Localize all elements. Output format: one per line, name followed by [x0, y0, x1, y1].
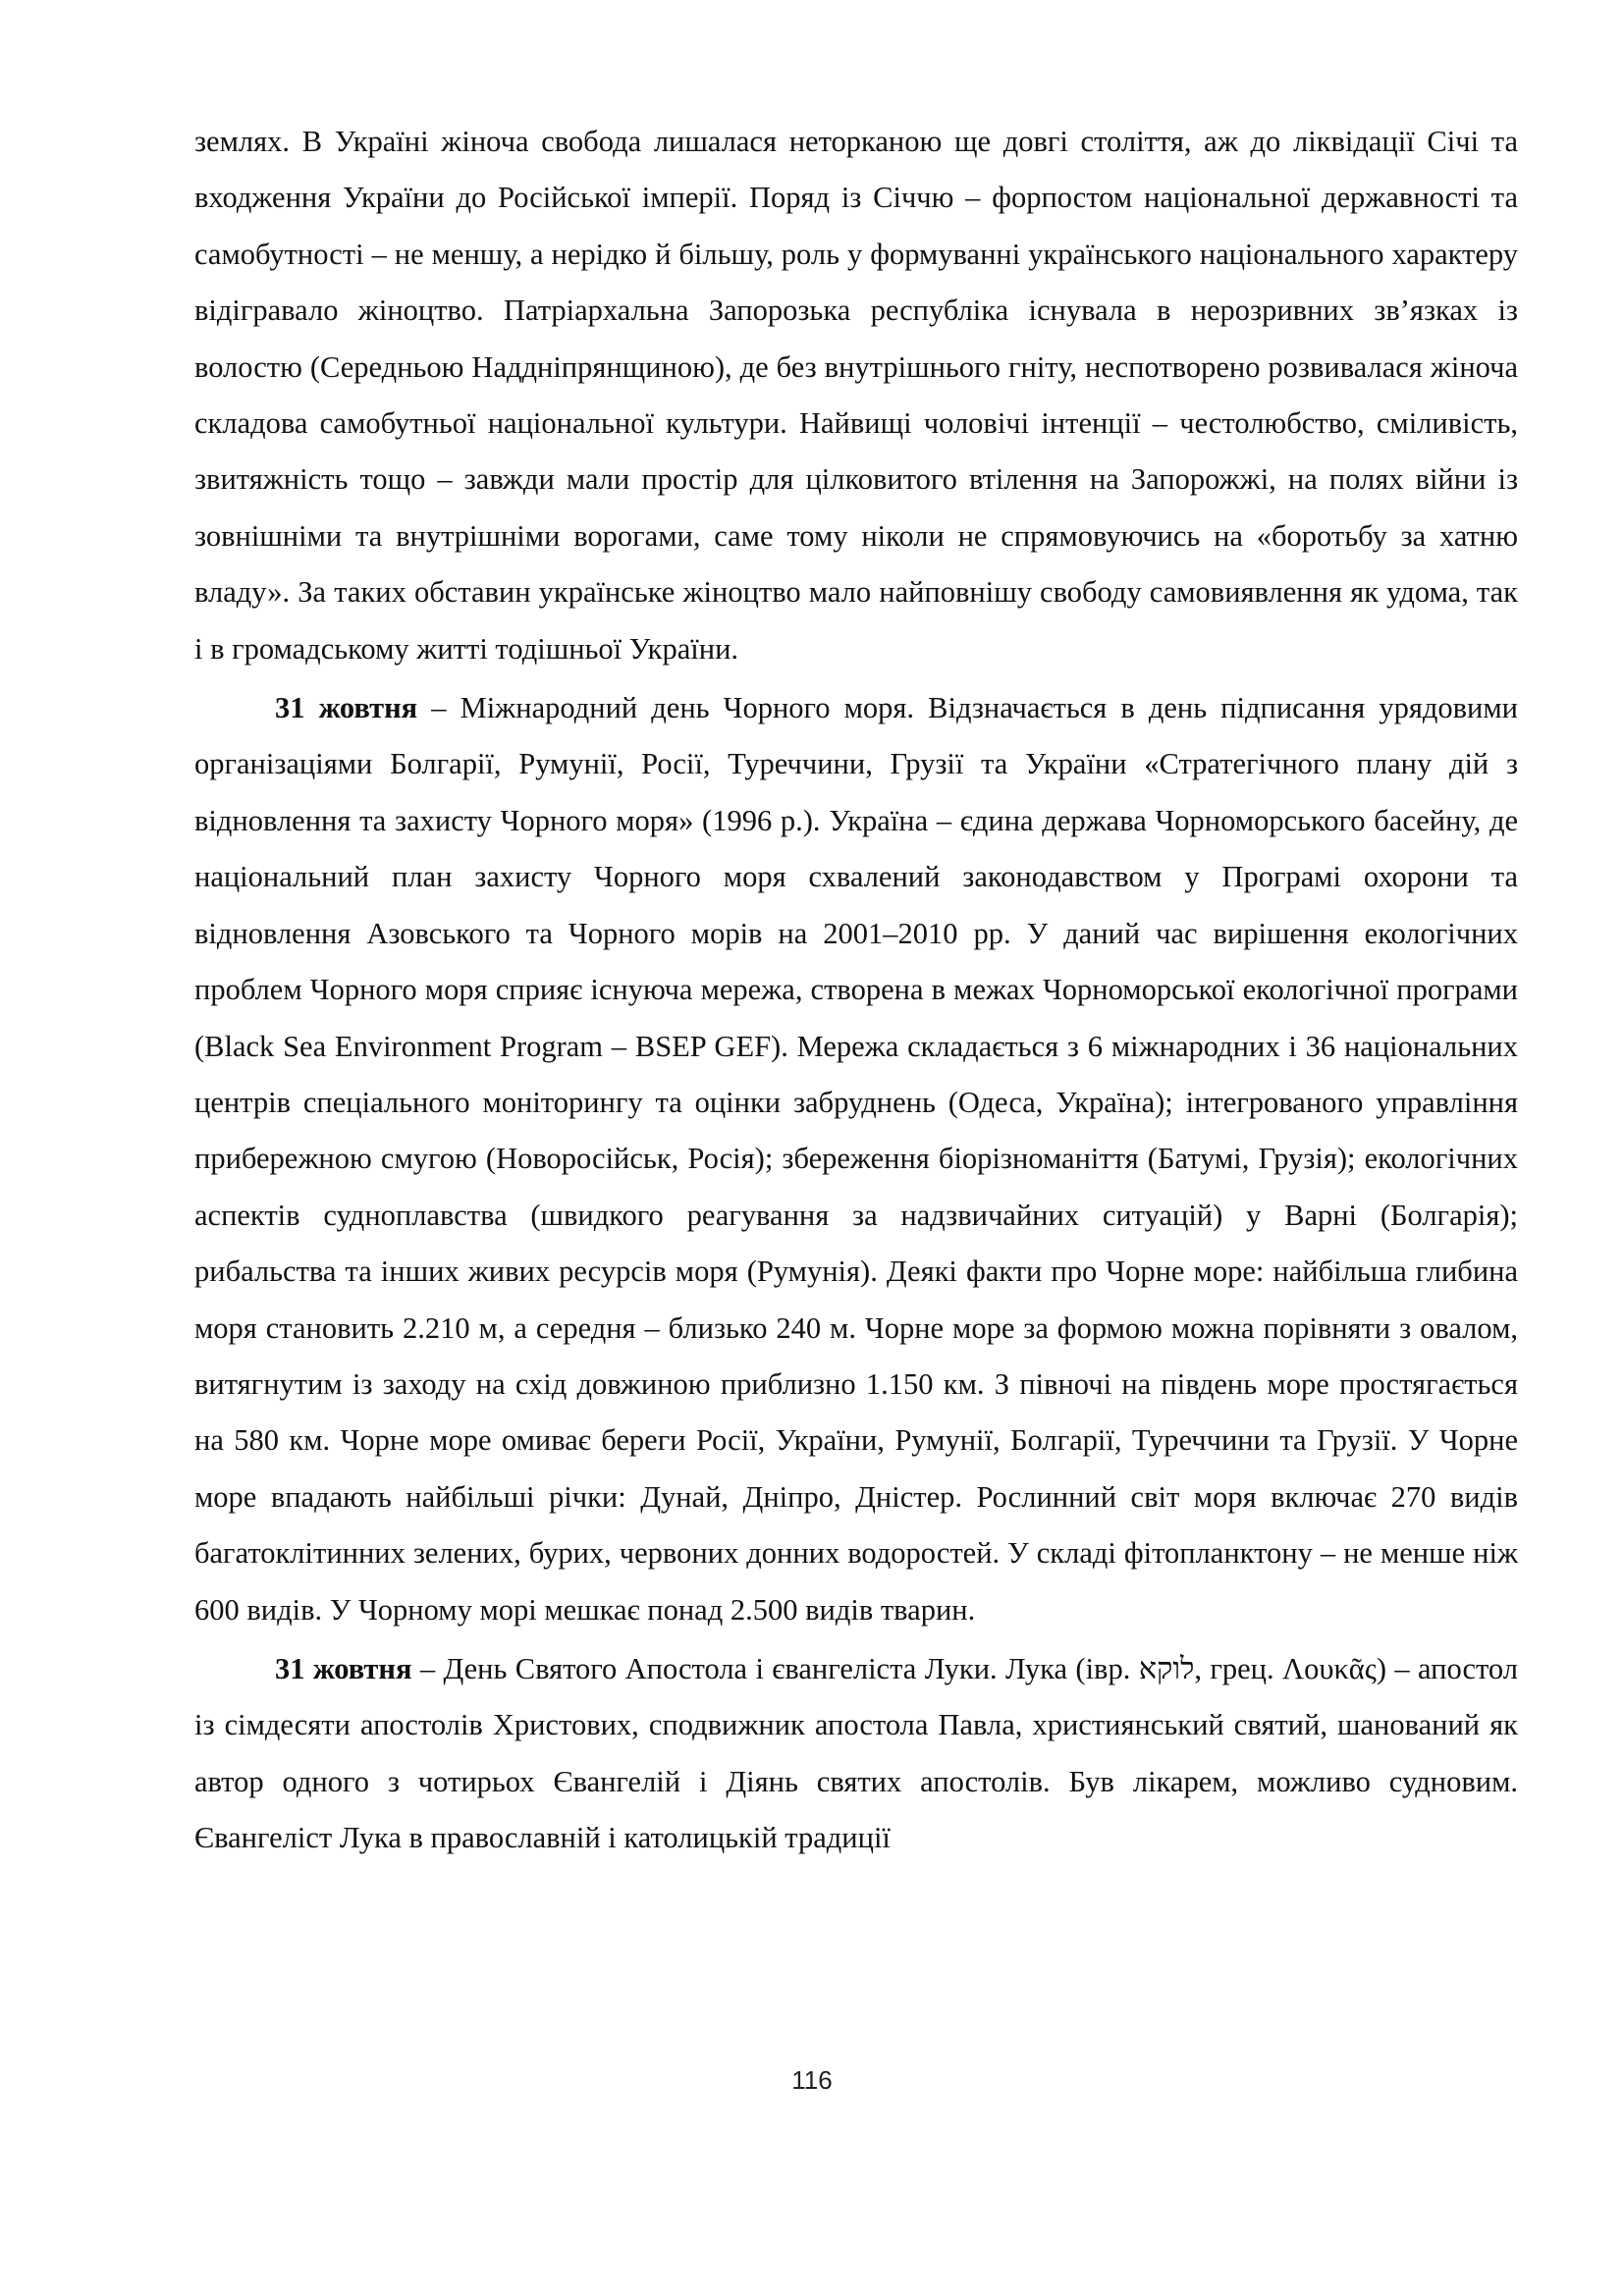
page-number: 116	[791, 2065, 833, 2095]
paragraph-1	[194, 114, 1518, 677]
paragraph-3-text: – День Святого Апостола і євангеліста Луки. Лука (івр. לוקא, грец. Λουκᾶς) – апостол із сімдесяти апостолів Христових, сподвижник апостола Павла, християнський святий, шанований як автор одного з чотирьох Євангелій і Діянь святих апостолів. Був лікарем, можливо судновим. Євангеліст Лука в православній і католицькій традиції	[194, 1651, 1518, 1855]
paragraph-3-date: 31 жовтня	[275, 1651, 412, 1685]
paragraph-2-text: – Міжнародний день Чорного моря. Відзначається в день підписання урядовими організаціями Болгарії, Румунії, Росії, Туреччини, Грузії та України «Стратегічного плану дій з відновлення та захисту Чорного моря» (1996 р.). Україна – єдина держава Чорноморського басейну, де національний план захисту Чорного моря схвалений законодавством у Програмі охорони та відновлення Азовського та Чорного морів на 2001–2010 рр. У даний час вирішення екологічних проблем Чорного моря сприяє існуюча мережа, створена в межах Чорноморської екологічної програми (Black Sea Environment Program – BSEP GEF). Мережа складається з 6 міжнародних і 36 національних центрів спеціального моніторингу та оцінки забруднень (Одеса, Україна); інтегрованого управління прибережною смугою (Новоросійськ, Росія); збереження біорізноманіття (Батумі, Грузія); екологічних аспектів судноплавства (швидкого реагування за надзвичайних ситуацій) у Варні (Болгарія); рибальства та інших живих ресурсів моря (Румунія). Деякі факти про Чорне море: найбільша глибина моря становить 2.210 м, а середня – близько 240 м. Чорне море за формою можна порівняти з овалом, витягнутим із заходу на схід довжиною приблизно 1.150 км. З півночі на південь море простягається на 580 км. Чорне море омиває береги Росії, України, Румунії, Болгарії, Туреччини та Грузії. У Чорне море впадають найбільші річки: Дунай, Дніпро, Дністер. Рослинний світ моря включає 270 видів багатоклітинних зелених, бурих, червоних донних водоростей. У складі фітопланктону – не менше ніж 600 видів. У Чорному морі мешкає понад 2.500 видів тварин.	[194, 691, 1518, 1627]
paragraph-2-date: 31 жовтня	[275, 691, 418, 725]
body-text	[194, 114, 1518, 1867]
paragraph-1-text: землях. В Україні жіноча свобода лишалася неторканою ще довгі століття, аж до ліквідації Січі та входження України до Російської імперії. Поряд із Січчю – форпостом національної державності та самобутності – не меншу, а нерідко й більшу, роль у формуванні українського національного характеру відігравало жіноцтво. Патріархальна Запорозька республіка існувала в нерозривних зв’язках із волостю (Середньою Наддніпрянщиною), де без внутрішнього гніту, неспотворено розвивалася жіноча складова самобутньої національної культури. Найвищі чоловічі інтенції – честолюбство, сміливість, звитяжність тощо – завжди мали простір для цілковитого втілення на Запорожжі, на полях війни із зовнішніми та внутрішніми ворогами, саме тому ніколи не спрямовуючись на «боротьбу за хатню владу». За таких обставин українське жіноцтво мало найповнішу свободу самовиявлення як удома, так і в громадському житті тодішньої України.	[194, 125, 1518, 666]
paragraph-2	[194, 680, 1518, 1638]
paragraph-3	[194, 1641, 1518, 1867]
